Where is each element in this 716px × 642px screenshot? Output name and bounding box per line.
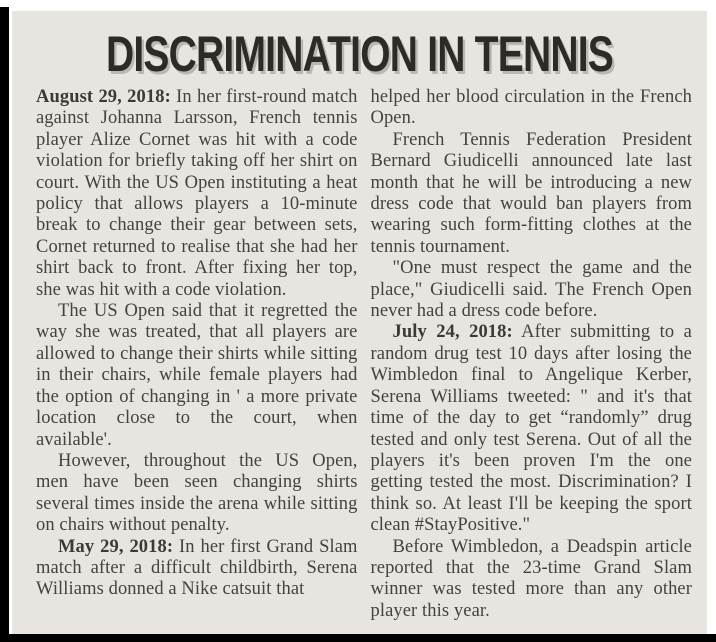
article-page <box>12 11 707 634</box>
paragraph: However, throughout the US Open, men have been seen changing shirts several times inside the arena while sitting on chairs without penalty. <box>36 450 358 536</box>
paragraph: "One must respect the game and the place," Giudicelli said. The French Open never had a dress code before. <box>370 258 692 322</box>
paragraph: May 29, 2018: In her first Grand Slam match after a difficult childbirth, Serena Williams donned a Nike catsuit that <box>36 536 358 600</box>
paragraph: Before Wimbledon, a Deadspin article reported that the 23-time Grand Slam winner was tested more than any other player this year. <box>370 536 692 621</box>
paragraph: helped her blood circulation in the French Open. <box>370 87 692 129</box>
paragraph: July 24, 2018: After submitting to a random drug test 10 days after losing the Wimbledon final to Angelique Kerber, Serena Williams tweeted: " and it's that time of the day to get “randomly” drug tested and only test Serena. Out of all the players it's been proven I'm the one getting tested the most. Discrimination? I think so. At least I'll be keeping the sport clean #StayPositive." <box>370 322 692 536</box>
paragraph: French Tennis Federation President Bernard Giudicelli announced late last month that he will be introducing a new dress code that would ban players from wearing such form-fitting clothes at the tennis tournament. <box>370 129 692 257</box>
page-shadow-bottom <box>0 634 716 642</box>
column-left <box>36 87 358 622</box>
paragraph: The US Open said that it regretted the way she was treated, that all players are allowed to change their shirts while sitting in their chairs, while female players had the option of changing in ' a more private location close to the court, when available'. <box>36 301 358 450</box>
article-title: DISCRIMINATION IN TENNIS <box>105 26 614 82</box>
article-columns <box>12 87 707 622</box>
paragraph-date-lead: July 24, 2018: <box>392 322 513 343</box>
paragraph-date-lead: May 29, 2018: <box>58 536 174 557</box>
paragraph: August 29, 2018: In her first-round match against Johanna Larsson, French tennis player Alize Cornet was hit with a code violation for briefly taking off her shirt on court. With the US Open instituting a heat policy that allows players a 10-minute break to change their gear between sets, Cornet returned to realise that she had her shirt back to front. After fixing her top, she was hit with a code violation. <box>36 87 358 300</box>
column-right <box>371 87 693 622</box>
page-shadow-left <box>0 7 9 642</box>
paragraph-date-lead: August 29, 2018: <box>36 87 171 107</box>
